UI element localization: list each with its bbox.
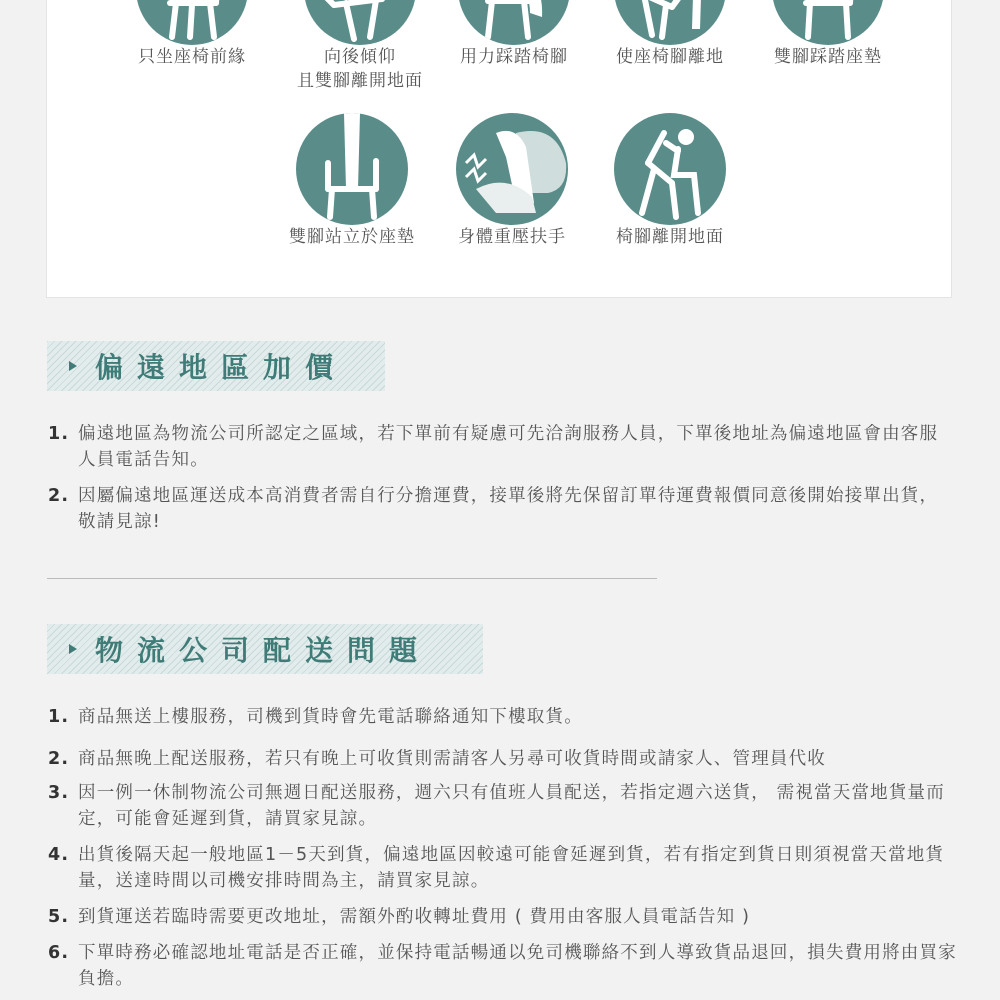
item-number: 3. (48, 783, 70, 803)
item-text: 到貨運送若臨時需要更改地址，需額外酌收轉址費用 ( 費用由客服人員電話告知 ) (78, 907, 751, 927)
chair-front-edge-icon (136, 0, 248, 45)
item-number: 6. (48, 943, 70, 963)
caption: 雙腳踩踏座墊 (774, 47, 882, 67)
item-number: 5. (48, 907, 70, 927)
posture-warning-card (46, 0, 952, 298)
posture-item-tilt (595, 0, 745, 69)
section-divider (47, 578, 657, 579)
item-text: 因屬偏遠地區運送成本高消費者需自行分擔運費，接單後將先保留訂單待運費報價同意後開始接單出貨，敬請見諒! (78, 486, 939, 532)
item-text: 商品無晚上配送服務，若只有晚上可收貨則需請客人另尋可收貨時間或請家人、管理員代收 (78, 749, 826, 769)
chair-lean-back-icon (304, 0, 416, 45)
caption: 身體重壓扶手 (458, 227, 566, 247)
item-text: 出貨後隔天起一般地區1－5天到貨，偏遠地區因較遠可能會延遲到貨，若有指定到貨日則須視當天當地貨量，送達時間以司機安排時間為主，請買家見諒。 (78, 845, 945, 891)
section-title: 物流公司配送問題 (95, 634, 432, 667)
posture-item-stand-on-seat (269, 113, 435, 249)
caption: 使座椅腳離地 (616, 47, 724, 67)
item-text: 因一例一休制物流公司無週日配送服務，週六只有值班人員配送，若指定週六送貨， 需視當天當地貨量而定，可能會延遲到貨，請買家見諒。 (78, 783, 945, 829)
list-item (48, 904, 968, 930)
caption-line-1: 向後傾仰 (324, 47, 396, 67)
list-item (48, 940, 968, 992)
posture-item-legs-off-ground (595, 113, 745, 249)
list-item (48, 483, 968, 535)
press-armrest-icon (456, 113, 568, 225)
remote-section-header (47, 341, 385, 391)
remote-list (48, 421, 968, 535)
posture-item-stand-seat (753, 0, 903, 69)
caption: 雙腳站立於座墊 (289, 227, 415, 247)
item-text: 偏遠地區為物流公司所認定之區域，若下單前有疑慮可先洽詢服務人員，下單後地址為偏遠地區會由客服人員電話告知。 (78, 424, 939, 470)
caption-line-2: 且雙腳離開地面 (297, 71, 423, 91)
chair-stand-on-seat-icon (296, 113, 408, 225)
item-number: 2. (48, 749, 70, 769)
logistics-list (48, 704, 968, 992)
section-title: 偏遠地區加價 (95, 351, 348, 384)
posture-item-kick-leg (439, 0, 589, 69)
chair-kick-leg-icon (458, 0, 570, 45)
caption: 用力踩踏椅腳 (460, 47, 568, 67)
item-number: 4. (48, 845, 70, 865)
list-item (48, 421, 968, 473)
posture-item-lean-back (285, 0, 435, 93)
item-number: 1. (48, 424, 70, 444)
list-item (48, 780, 968, 832)
item-number: 2. (48, 486, 70, 506)
chair-stand-seat-icon (772, 0, 884, 45)
list-item (48, 704, 968, 730)
caption: 只坐座椅前緣 (138, 47, 246, 67)
item-number: 1. (48, 707, 70, 727)
item-text: 商品無送上樓服務，司機到貨時會先電話聯絡通知下樓取貨。 (78, 707, 583, 727)
triangle-bullet-icon (69, 644, 77, 654)
logistics-section-header (47, 624, 483, 674)
item-text: 下單時務必確認地址電話是否正確，並保持電話暢通以免司機聯絡不到人導致貨品退回，損失費用將由買家負擔。 (78, 943, 957, 989)
list-item (48, 842, 968, 894)
chair-tilt-icon (614, 0, 726, 45)
caption: 椅腳離開地面 (616, 227, 724, 247)
chair-legs-off-ground-icon (614, 113, 726, 225)
posture-item-front-edge (127, 0, 257, 69)
triangle-bullet-icon (69, 361, 77, 371)
posture-item-press-armrest (437, 113, 587, 249)
list-item (48, 746, 968, 772)
